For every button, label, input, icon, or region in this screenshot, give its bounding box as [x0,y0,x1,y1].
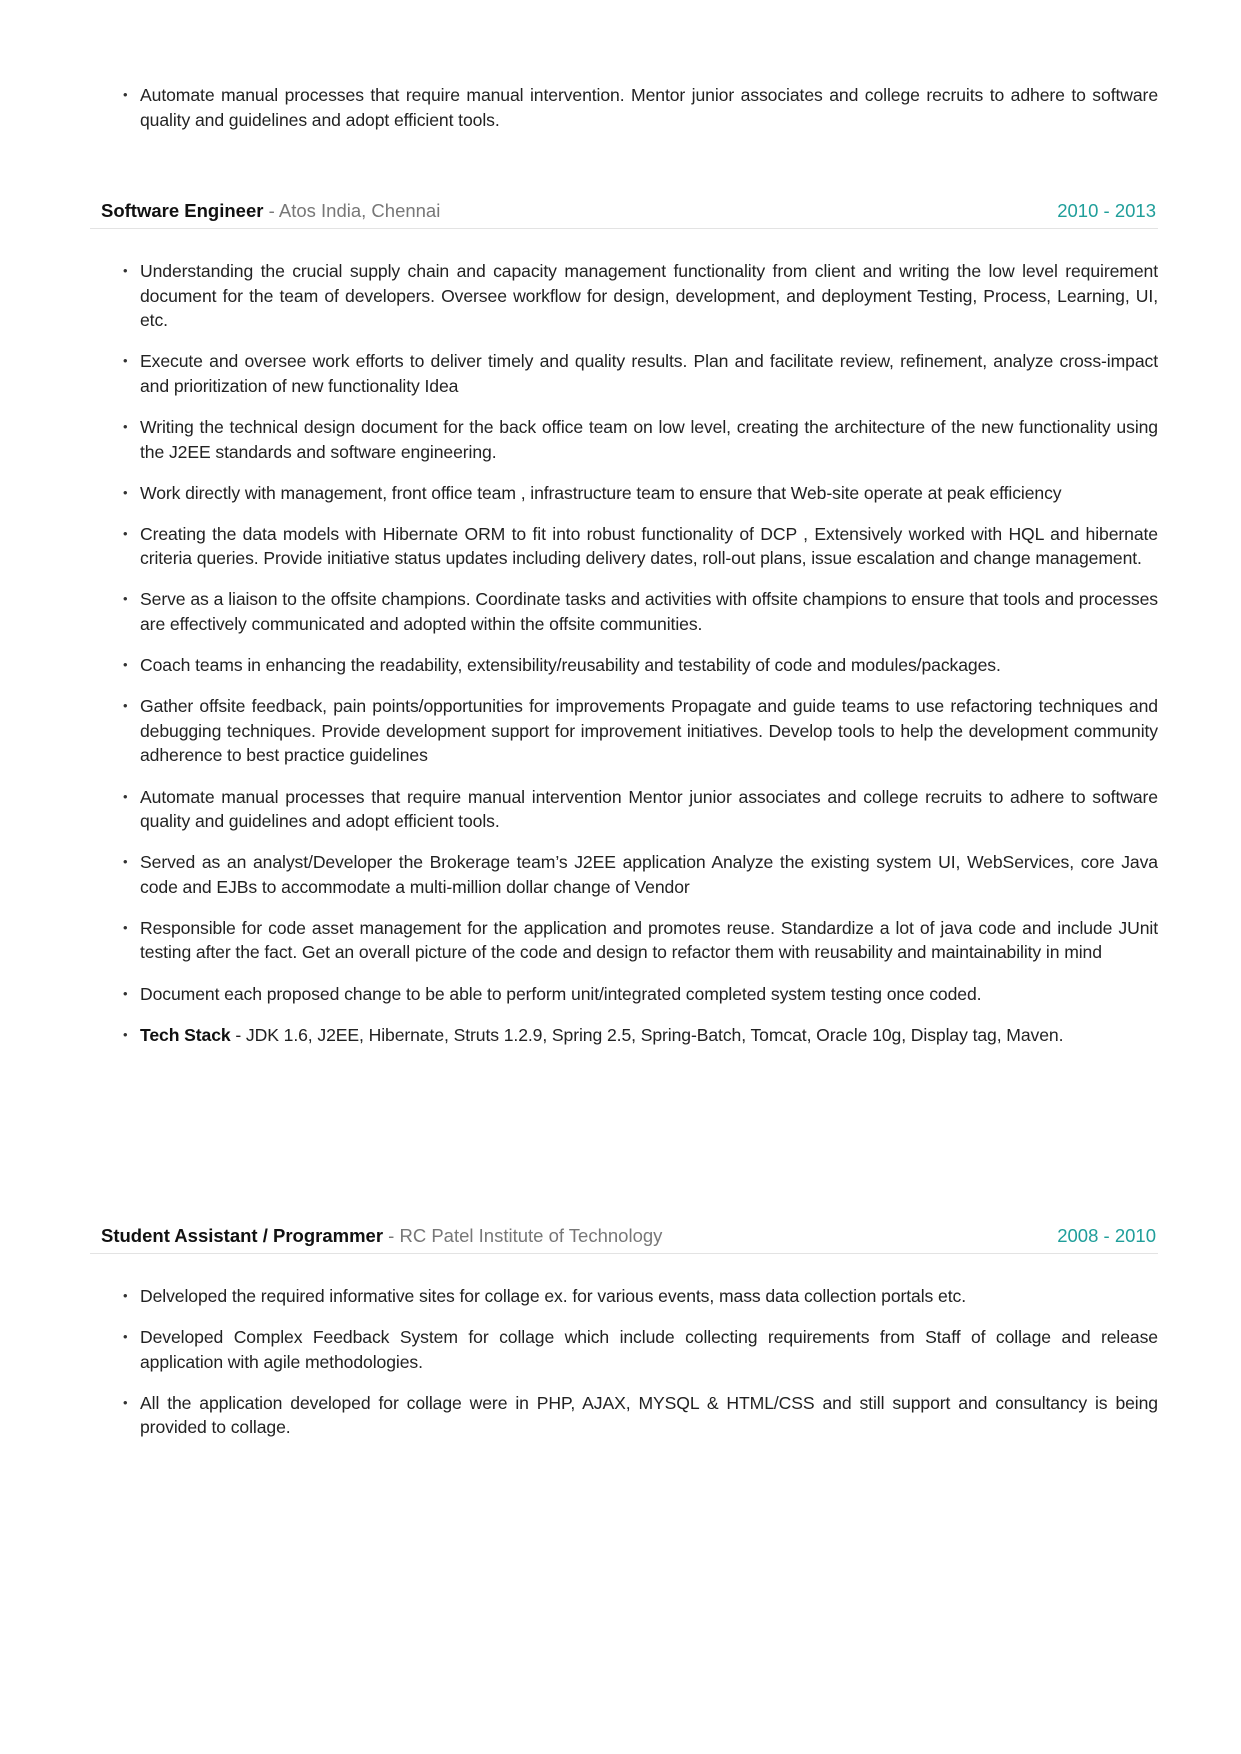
list-item: • Automate manual processes that require manual intervention. Mentor junior associates and college recruits to adhere to software quality and guidelines and adopt efficient tools. [140,83,1158,132]
list-item: • Automate manual processes that require manual intervention Mentor junior associates and college recruits to adhere to software quality and guidelines and adopt efficient tools. [140,785,1158,834]
job-role: Student Assistant / Programmer [101,1225,384,1246]
list-item: • Served as an analyst/Developer the Brokerage team’s J2EE application Analyze the existing system UI, WebServices, core Java code and EJBs to accommodate a multi-million dollar change of Vendor [140,850,1158,899]
job-dates: 2008 - 2010 [1057,1225,1156,1246]
list-item: • Creating the data models with Hibernate ORM to fit into robust functionality of DCP , Extensively worked with HQL and hibernate criteria queries. Provide initiative status updates including delivery dates, roll-out plans, issue escalation and change management. [140,522,1158,571]
list-item: • Developed Complex Feedback System for collage which include collecting requirements from Staff of collage and release application with agile methodologies. [140,1325,1158,1374]
list-item: • Coach teams in enhancing the readability, extensibility/reusability and testability of code and modules/packages. [140,653,1158,678]
job-header [90,1225,1158,1254]
job-organization: Atos India, Chennai [278,200,441,221]
job-dates: 2010 - 2013 [1057,200,1156,221]
job-organization: RC Patel Institute of Technology [399,1225,663,1246]
list-item: • Responsible for code asset management for the application and promotes reuse. Standardize a lot of java code and include JUnit testing after the fact. Get an overall picture of the code and design to refactor them with reusability and maintainability in mind [140,916,1158,965]
tech-stack-text: - JDK 1.6, J2EE, Hibernate, Struts 1.2.9, Spring 2.5, Spring-Batch, Tomcat, Oracle 10g, Display tag, Maven. [230,1024,1064,1045]
job-bullets [90,259,1158,1047]
list-item: • Document each proposed change to be able to perform unit/integrated completed system testing once coded. [140,982,1158,1007]
list-item: • Understanding the crucial supply chain and capacity management functionality from client and writing the low level requirement document for the team of developers. Oversee workflow for design, development, and deployment Testing, Process, Learning, UI, etc. [140,259,1158,333]
job-header [90,200,1158,229]
separator: - [263,200,279,221]
list-item: • Work directly with management, front office team , infrastructure team to ensure that Web-site operate at peak efficiency [140,481,1158,506]
list-item: • Serve as a liaison to the offsite champions. Coordinate tasks and activities with offsite champions to ensure that tools and processes are effectively communicated and adopted within the offsite communities. [140,587,1158,636]
separator: - [383,1225,400,1246]
tech-stack-label: Tech Stack [140,1024,231,1045]
previous-job-bullets [90,83,1158,149]
list-item: • All the application developed for collage were in PHP, AJAX, MYSQL & HTML/CSS and still support and consultancy is being provided to collage. [140,1391,1158,1440]
tech-stack-item [140,1023,1158,1048]
list-item: • Gather offsite feedback, pain points/opportunities for improvements Propagate and guide teams to use refactoring techniques and debugging techniques. Provide development support for improvement initiatives. Develop tools to help the development community adherence to best practice guidelines [140,694,1158,768]
job-bullets [90,1284,1158,1440]
job-entry-atos [90,200,1158,1064]
job-entry-rcpatel [90,1225,1158,1456]
list-item: • Writing the technical design document for the back office team on low level, creating the architecture of the new functionality using the J2EE standards and software engineering. [140,415,1158,464]
list-item: • Delveloped the required informative sites for collage ex. for various events, mass data collection portals etc. [140,1284,1158,1309]
list-item: • Execute and oversee work efforts to deliver timely and quality results. Plan and facilitate review, refinement, analyze cross-impact and prioritization of new functionality Idea [140,349,1158,398]
job-role: Software Engineer [101,200,264,221]
